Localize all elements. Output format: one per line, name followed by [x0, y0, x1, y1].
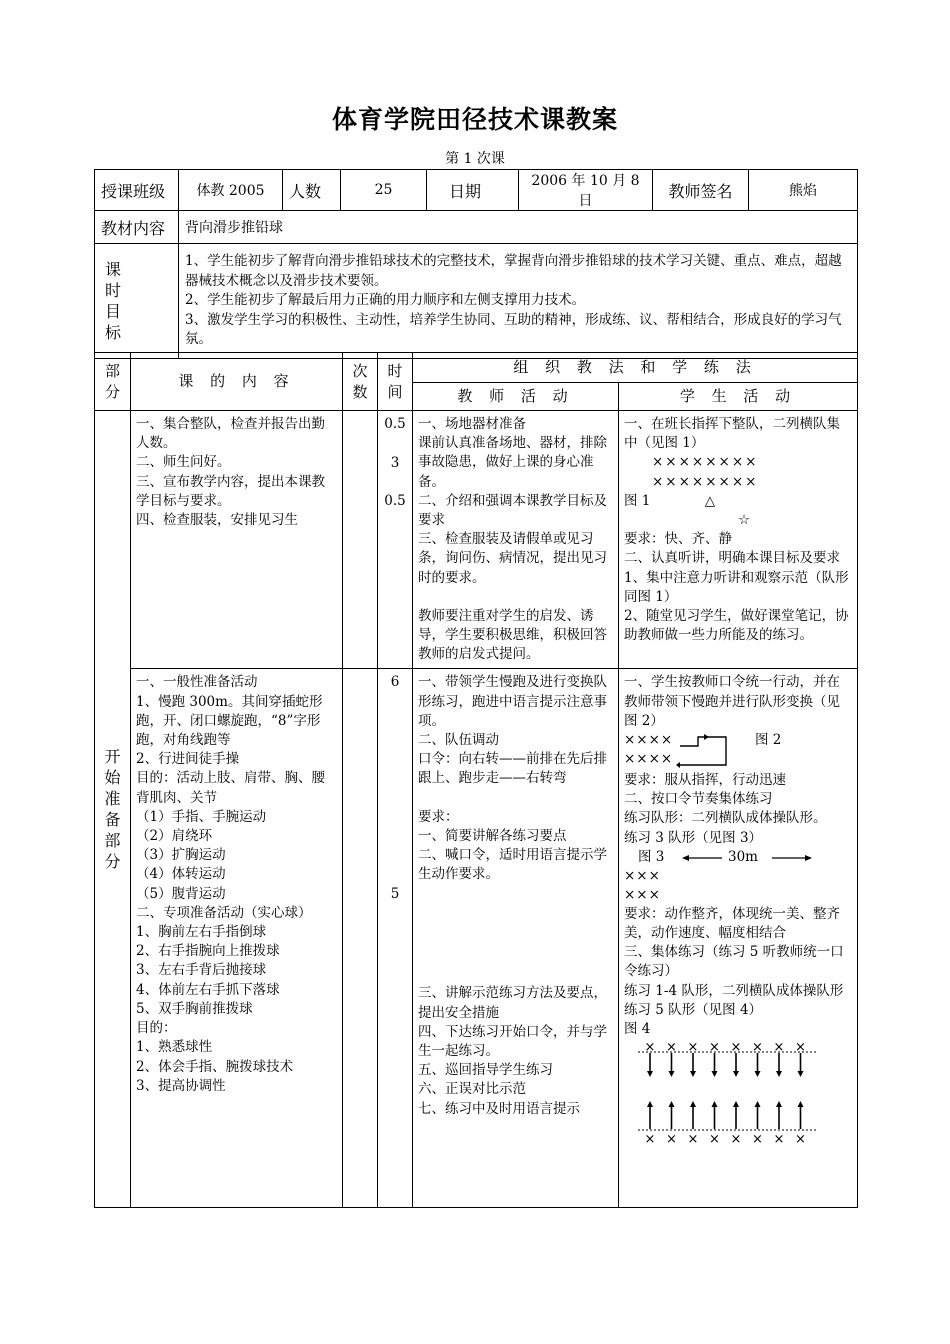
cross-mark: ×	[795, 1040, 806, 1056]
col-content	[131, 353, 343, 411]
down-arrow-head	[755, 1071, 761, 1077]
section-char: 始	[104, 768, 121, 787]
content-item: （5）腹背运动	[136, 885, 226, 902]
cross-mark: ×	[644, 1132, 656, 1148]
figure-2-label: 图 2	[755, 732, 782, 749]
content-item: 二、师生问好。	[136, 454, 231, 471]
content-item: 1、慢跑 300m。其间穿插蛇形跑，开、闭口螺旋跑，“8”字形跑，对角线跑等	[136, 693, 323, 749]
teacher-item: 要求：	[418, 808, 459, 825]
date-value: 2006 年 10 月 8 日	[519, 170, 653, 211]
content-item: （1）手指、手腕运动	[136, 808, 267, 825]
cross-mark: ×	[730, 1040, 742, 1056]
teacher-item: 七、练习中及时用语言提示	[418, 1100, 580, 1117]
cross-mark: ×	[687, 1040, 699, 1056]
up-arrow-head	[690, 1101, 696, 1107]
goal-label	[95, 244, 179, 359]
cross-mark: ×	[644, 1040, 656, 1056]
student-item: 练习 1-4 队形，二列横队成体操队形	[624, 982, 844, 999]
content-item: 一、一般性准备活动	[136, 674, 258, 691]
col-duration-text: 时间	[387, 361, 403, 401]
content-item: （2）肩绕环	[136, 828, 213, 845]
up-arrow-head	[798, 1101, 804, 1107]
row1-times	[343, 411, 378, 669]
goal-label-char: 时	[104, 281, 121, 300]
content-item: 2、行进间徒手操	[136, 751, 240, 768]
student-item: 一、学生按教师口令统一行动，并在教师带领下慢跑并进行队形变换（见图 2）	[624, 674, 840, 729]
duration-value: 0.5	[384, 416, 406, 432]
content-item: 目的：	[136, 1020, 177, 1037]
cross-mark: ×	[709, 1040, 720, 1056]
formation-row: ××××	[624, 751, 674, 768]
triangle-icon: △	[704, 492, 716, 509]
up-arrow-head	[712, 1101, 718, 1107]
up-arrow-head	[733, 1101, 739, 1107]
student-item: 一、在班长指挥下整队，二列横队集中（见图 1）	[624, 416, 840, 452]
col-times	[343, 353, 378, 411]
teacher-item: 一、场地器材准备	[418, 416, 526, 432]
material-label: 教材内容	[95, 211, 179, 244]
duration-value: 6	[390, 674, 400, 691]
col-organization: 组 织 教 法 和 学 练 法	[413, 353, 858, 383]
cross-mark: ×	[730, 1132, 742, 1148]
teacher-item: 二、喊口令，适时用语言提示学生动作要求。	[418, 847, 607, 883]
content-item: 目的：活动上肢、肩带、胸、腰背肌肉、关节	[136, 770, 325, 806]
class-label: 授课班级	[95, 170, 179, 211]
teacher-item: 二、队伍调动	[418, 732, 499, 749]
route-arrow-icon	[676, 731, 736, 771]
figure-4-label: 图 4	[624, 1021, 651, 1038]
down-arrow-head	[669, 1071, 675, 1077]
student-item: 要求：动作整齐，体现统一美、整齐美，动作速度、幅度相结合	[624, 905, 840, 942]
teacher-item: 六、正误对比示范	[418, 1081, 526, 1098]
up-arrow-head	[755, 1101, 761, 1107]
cross-mark: ×	[752, 1040, 763, 1056]
teacher-value: 熊焰	[749, 170, 858, 211]
duration-value: 5	[390, 885, 400, 902]
student-item: 练习队形：二列横队成体操队形。	[624, 810, 827, 827]
col-content-text: 课 的 内 容	[178, 371, 295, 390]
figure-3	[624, 848, 852, 905]
row1-durations	[378, 411, 413, 669]
cross-mark: ×	[795, 1132, 806, 1148]
content-item: （4）体转运动	[136, 866, 226, 883]
count-label: 人数	[283, 170, 341, 211]
student-item: 练习 5 队形（见图 4）	[624, 1001, 763, 1018]
goal-item: 3、激发学生学习的积极性、主动性，培养学生协同、互助的精神，形成练、议、帮相结合，形成良好的学习气氛。	[185, 311, 842, 348]
duration-value: 0.5	[384, 493, 406, 510]
cross-mark: ×	[773, 1040, 785, 1056]
distance-label: 30m	[728, 848, 758, 865]
goal-item: 1、学生能初步了解背向滑步推铅球技术的完整技术，掌握背向滑步推铅球的技术学习关键、重点、难点，超越器械技术概念以及滑步技术要领。	[185, 253, 842, 289]
formation-row: ××××××××	[652, 454, 759, 471]
down-arrow-head	[647, 1071, 653, 1077]
content-item: 3、提高协调性	[136, 1077, 226, 1094]
col-teacher-activity: 教 师 活 动	[413, 383, 619, 411]
student-item: 练习 3 队形（见图 3）	[624, 829, 763, 846]
col-times-text: 次数	[352, 361, 368, 401]
down-arrow-head	[733, 1071, 739, 1077]
cross-mark: ×	[752, 1132, 763, 1148]
cross-mark: ×	[666, 1132, 677, 1148]
document-title: 体育学院田径技术课教案	[331, 105, 618, 134]
teacher-item: 四、下达练习开始口令，并与学生一起练习。	[418, 1023, 607, 1060]
teacher-item: 一、简要讲解各练习要点	[418, 827, 567, 844]
row2-durations	[378, 669, 413, 1208]
down-arrow-head	[690, 1071, 696, 1077]
goal-label-char: 目	[104, 302, 121, 321]
content-item: 四、检查服装，安排见习生	[136, 512, 298, 529]
section-char: 备	[104, 810, 121, 829]
row2-teacher	[413, 669, 619, 1208]
col-part-text: 部分	[104, 361, 120, 401]
material-value: 背向滑步推铅球	[179, 211, 858, 244]
figure-4-diagram	[628, 1039, 828, 1147]
student-item: 2、随堂见习学生，做好课堂笔记，协助教师做一些力所能及的练习。	[624, 608, 849, 644]
down-arrow-head	[776, 1071, 782, 1077]
cross-mark: ×	[773, 1132, 785, 1148]
formation-row: ×××	[624, 867, 661, 884]
student-item: 二、认真听讲，明确本课目标及要求	[624, 550, 840, 567]
section-char: 部	[104, 831, 121, 850]
cross-mark: ×	[687, 1132, 699, 1148]
content-item: 3、左右手背后抛接球	[136, 962, 267, 979]
goal-item: 2、学生能初步了解最后用力正确的用力顺序和左侧支撑用力技术。	[185, 292, 586, 309]
lesson-table	[94, 352, 858, 1208]
section-label	[95, 411, 131, 1208]
row2-student	[619, 669, 858, 1208]
up-arrow-head	[669, 1101, 675, 1107]
goals-cell	[179, 244, 858, 359]
section-char: 准	[104, 789, 121, 808]
teacher-item: 三、检查服装及请假单或见习条，询问伤、病情况，提出见习时的要求。	[418, 531, 607, 586]
student-item: 要求：服从指挥，行动迅速	[624, 772, 786, 789]
teacher-item: 二、介绍和强调本课教学目标及要求	[418, 492, 607, 529]
down-arrow-head	[712, 1071, 718, 1077]
header-table	[94, 169, 858, 359]
lesson-number: 第 1 次课	[445, 151, 505, 167]
content-item: 4、体前左右手抓下落球	[136, 981, 280, 998]
goal-label-char: 课	[104, 260, 121, 279]
section-char: 分	[104, 852, 121, 871]
row2-times	[343, 669, 378, 1208]
section-char: 开	[104, 747, 121, 766]
teacher-item: 教师要注重对学生的启发、诱导，学生要积极思维，积极回答教师的启发式提问。	[418, 607, 607, 663]
date-label: 日期	[427, 170, 519, 211]
teacher-item: 口令：向右转——前排在先后排跟上、跑步走——右转弯	[418, 751, 607, 787]
content-item: 2、体会手指、腕拨球技术	[136, 1058, 294, 1075]
count-value: 25	[341, 170, 427, 211]
formation-row: ××××	[624, 732, 674, 749]
formation-row: ×××	[624, 886, 661, 903]
teacher-label: 教师签名	[653, 170, 749, 211]
content-item: 1、胸前左右手指倒球	[136, 924, 267, 941]
goal-label-char: 标	[104, 323, 121, 342]
content-item: 1、熟悉球性	[136, 1039, 213, 1056]
content-item: 一、集合整队，检查并报告出勤人数。	[136, 416, 325, 452]
figure-1-label: 图 1	[624, 492, 651, 509]
teacher-item: 一、带领学生慢跑及进行变换队形练习，跑进中语言提示注意事项。	[418, 674, 607, 729]
content-item: 5、双手胸前推拨球	[136, 1000, 253, 1017]
duration-value: 3	[390, 455, 400, 472]
col-duration	[378, 353, 413, 411]
row1-student	[619, 411, 858, 669]
figure-1	[624, 492, 852, 511]
star-icon: ☆	[738, 512, 751, 529]
row2-content	[131, 669, 343, 1208]
row1-teacher	[413, 411, 619, 669]
teacher-item: 课前认真准备场地、器材，排除事故隐患，做好上课的身心准备。	[418, 435, 607, 490]
class-value: 体教 2005	[179, 170, 283, 211]
teacher-item: 三、讲解示范练习方法及要点，提出安全措施	[418, 985, 607, 1021]
col-part	[95, 353, 131, 411]
down-arrow-head	[798, 1071, 804, 1077]
cross-mark: ×	[709, 1132, 720, 1148]
figure-2	[624, 731, 852, 771]
cross-mark: ×	[666, 1040, 677, 1056]
col-student-activity: 学 生 活 动	[619, 383, 858, 411]
student-item: 三、集体练习（练习 5 听教师统一口令练习）	[624, 944, 844, 980]
student-item: 1、集中注意力听讲和观察示范（队形同图 1）	[624, 569, 849, 605]
student-item: 要求：快、齐、静	[624, 531, 732, 548]
content-item: 三、宣布教学内容，提出本课教学目标与要求。	[136, 473, 325, 509]
content-item: （3）扩胸运动	[136, 847, 226, 864]
figure-3-label: 图 3	[638, 848, 665, 865]
row1-content	[131, 411, 343, 669]
content-item: 2、右手指腕向上推拨球	[136, 943, 280, 960]
up-arrow-head	[647, 1101, 653, 1107]
student-item: 二、按口令节奏集体练习	[624, 791, 773, 808]
formation-row: ××××××××	[652, 473, 759, 490]
teacher-item: 五、巡回指导学生练习	[418, 1062, 553, 1079]
content-item: 二、专项准备活动（实心球）	[136, 904, 312, 921]
up-arrow-head	[776, 1101, 782, 1107]
